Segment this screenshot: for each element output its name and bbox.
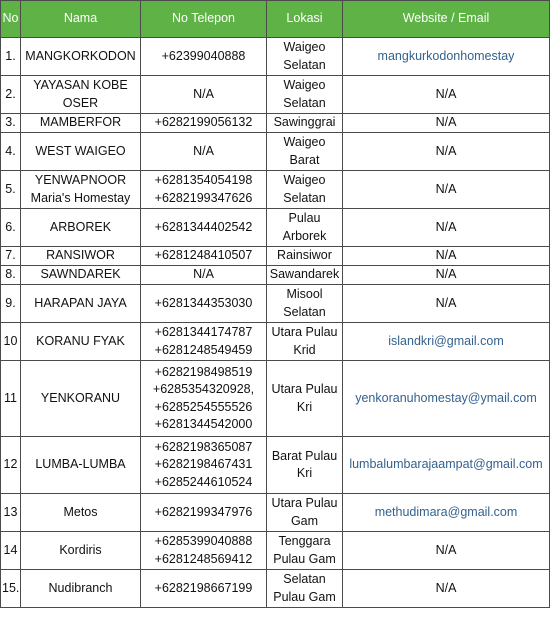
location-line: Pulau Gam <box>273 551 336 566</box>
location-line: Selatan <box>283 95 326 110</box>
cell-location <box>267 247 343 266</box>
cell-phone <box>141 266 267 285</box>
cell-website-link[interactable]: islandkri@gmail.com <box>343 323 550 361</box>
table-row <box>1 570 550 608</box>
location-line: Kri <box>296 399 313 414</box>
table-row <box>1 247 550 266</box>
cell-location <box>267 76 343 114</box>
table-row <box>1 171 550 209</box>
cell-name <box>21 171 141 209</box>
location-line: Utara Pulau <box>271 496 338 510</box>
name-line: Nudibranch <box>48 580 113 595</box>
name-line: WEST WAIGEO <box>35 143 126 158</box>
cell-no: 6. <box>1 209 21 247</box>
location-line: Arborek <box>282 228 327 243</box>
header-website-email: Website / Email <box>343 1 550 38</box>
phone-line: +6282199347626 <box>154 190 253 205</box>
cell-name <box>21 266 141 285</box>
cell-location <box>267 285 343 323</box>
location-line: Barat <box>289 152 320 167</box>
cell-phone <box>141 285 267 323</box>
cell-location <box>267 323 343 361</box>
phone-line: N/A <box>193 267 214 282</box>
name-line: HARAPAN JAYA <box>34 295 127 310</box>
table-row <box>1 285 550 323</box>
table-row <box>1 323 550 361</box>
cell-no: 13 <box>1 494 21 532</box>
location-line: Sawandarek <box>269 267 340 282</box>
phone-line: N/A <box>193 86 214 101</box>
cell-location <box>267 38 343 76</box>
name-line: YAYASAN KOBE <box>33 78 128 92</box>
cell-website: N/A <box>343 532 550 570</box>
location-line: Tenggara <box>278 534 331 548</box>
cell-location <box>267 209 343 247</box>
cell-website: N/A <box>343 114 550 133</box>
table-row <box>1 532 550 570</box>
phone-line: +6281248569412 <box>154 551 253 566</box>
cell-name <box>21 323 141 361</box>
name-line: YENWAPNOOR <box>34 173 127 187</box>
name-line: Metos <box>63 504 98 519</box>
cell-no: 7. <box>1 247 21 266</box>
cell-phone <box>141 209 267 247</box>
cell-name <box>21 361 141 437</box>
name-line: YENKORANU <box>40 390 121 405</box>
cell-phone <box>141 437 267 494</box>
name-line: LUMBA-LUMBA <box>35 457 126 472</box>
phone-line: +6281344402542 <box>154 219 253 234</box>
table-row <box>1 114 550 133</box>
cell-website-link[interactable]: yenkoranuhomestay@ymail.com <box>343 361 550 437</box>
cell-phone <box>141 171 267 209</box>
cell-name <box>21 285 141 323</box>
location-line: Utara Pulau <box>271 382 338 396</box>
phone-line: +6285254555526 <box>154 399 253 414</box>
cell-phone <box>141 532 267 570</box>
phone-line: +6282198365087 <box>154 439 253 454</box>
phone-line: +6281354054198 <box>154 173 253 187</box>
cell-phone <box>141 114 267 133</box>
location-line: Gam <box>290 513 319 528</box>
cell-phone <box>141 361 267 437</box>
cell-phone <box>141 494 267 532</box>
name-line: OSER <box>62 95 99 110</box>
location-line: Waigeo <box>283 135 326 149</box>
cell-location <box>267 361 343 437</box>
location-line: Utara Pulau <box>271 325 338 339</box>
location-line: Rainsiwor <box>277 248 332 263</box>
cell-location <box>267 532 343 570</box>
cell-phone <box>141 38 267 76</box>
cell-location <box>267 570 343 608</box>
cell-location <box>267 437 343 494</box>
name-line: KORANU FYAK <box>36 333 125 348</box>
table-row <box>1 209 550 247</box>
cell-phone <box>141 76 267 114</box>
cell-name <box>21 247 141 266</box>
location-line: Sawinggrai <box>273 115 336 130</box>
cell-name <box>21 38 141 76</box>
cell-phone <box>141 247 267 266</box>
phone-line: +6281248549459 <box>154 342 253 357</box>
cell-no: 12 <box>1 437 21 494</box>
cell-phone <box>141 323 267 361</box>
location-line: Barat Pulau <box>271 448 338 463</box>
cell-website: N/A <box>343 171 550 209</box>
cell-website: N/A <box>343 266 550 285</box>
phone-line: +6282199347976 <box>154 504 253 519</box>
cell-no: 11 <box>1 361 21 437</box>
phone-line: +62399040888 <box>161 48 246 63</box>
cell-location <box>267 494 343 532</box>
phone-line: +6281248410507 <box>154 248 253 263</box>
cell-name <box>21 532 141 570</box>
table-row <box>1 133 550 171</box>
phone-line: +6281344542000 <box>154 417 253 431</box>
cell-location <box>267 133 343 171</box>
cell-no: 3. <box>1 114 21 133</box>
phone-line: +6282198467431 <box>154 457 253 472</box>
location-line: Selatan <box>283 572 326 586</box>
cell-website: N/A <box>343 76 550 114</box>
cell-website: N/A <box>343 209 550 247</box>
cell-no: 2. <box>1 76 21 114</box>
cell-location <box>267 171 343 209</box>
cell-no: 15. <box>1 570 21 608</box>
cell-website-link[interactable]: methudimara@gmail.com <box>343 494 550 532</box>
name-line: Maria's Homestay <box>30 190 131 205</box>
cell-website-link[interactable]: mangkurkodonhomestay <box>343 38 550 76</box>
phone-line: +6285244610524 <box>154 474 253 489</box>
phone-line: +6282198498519 <box>154 364 253 379</box>
location-line: Waigeo <box>283 40 326 54</box>
name-line: RANSIWOR <box>46 248 115 263</box>
header-row <box>1 1 550 38</box>
location-line: Misool <box>286 287 323 301</box>
phone-line: +6282198667199 <box>154 580 253 595</box>
name-line: Kordiris <box>59 542 102 557</box>
cell-website: N/A <box>343 285 550 323</box>
cell-no: 5. <box>1 171 21 209</box>
cell-no: 9. <box>1 285 21 323</box>
cell-no: 8. <box>1 266 21 285</box>
header-no: No <box>1 1 21 38</box>
cell-name <box>21 494 141 532</box>
name-line: MAMBERFOR <box>39 115 122 130</box>
phone-line: +6285354320928, <box>152 382 255 396</box>
cell-name <box>21 209 141 247</box>
cell-name <box>21 76 141 114</box>
table-row <box>1 437 550 494</box>
cell-website: N/A <box>343 570 550 608</box>
cell-phone <box>141 570 267 608</box>
name-line: SAWNDAREK <box>40 267 121 282</box>
cell-no: 14 <box>1 532 21 570</box>
cell-no: 1. <box>1 38 21 76</box>
table-row <box>1 76 550 114</box>
cell-location <box>267 266 343 285</box>
location-line: Pulau <box>288 211 321 225</box>
table-body <box>1 38 550 608</box>
cell-name <box>21 114 141 133</box>
phone-line: +6281344174787 <box>154 325 253 339</box>
table-row <box>1 266 550 285</box>
location-line: Krid <box>293 342 316 357</box>
table-row <box>1 494 550 532</box>
location-line: Waigeo <box>283 78 326 92</box>
cell-phone <box>141 133 267 171</box>
header-name: Nama <box>21 1 141 38</box>
location-line: Selatan <box>283 304 326 319</box>
cell-location <box>267 114 343 133</box>
header-phone: No Telepon <box>141 1 267 38</box>
table-row <box>1 361 550 437</box>
phone-line: +6285399040888 <box>154 534 253 548</box>
cell-name <box>21 437 141 494</box>
table-row <box>1 38 550 76</box>
name-line: MANGKORKODON <box>25 48 136 63</box>
header-location: Lokasi <box>267 1 343 38</box>
location-line: Selatan <box>283 190 326 205</box>
cell-website: N/A <box>343 133 550 171</box>
location-line: Selatan <box>283 57 326 72</box>
phone-line: +6281344353030 <box>154 295 253 310</box>
cell-no: 4. <box>1 133 21 171</box>
location-line: Pulau Gam <box>273 589 336 604</box>
location-line: Waigeo <box>283 173 326 187</box>
name-line: ARBOREK <box>49 219 112 234</box>
phone-line: N/A <box>193 143 214 158</box>
cell-no: 10 <box>1 323 21 361</box>
phone-line: +6282199056132 <box>154 115 253 130</box>
cell-name <box>21 570 141 608</box>
location-line: Kri <box>296 466 313 480</box>
cell-website-link[interactable]: lumbalumbarajaampat@gmail.com <box>343 437 550 494</box>
cell-website: N/A <box>343 247 550 266</box>
cell-name <box>21 133 141 171</box>
